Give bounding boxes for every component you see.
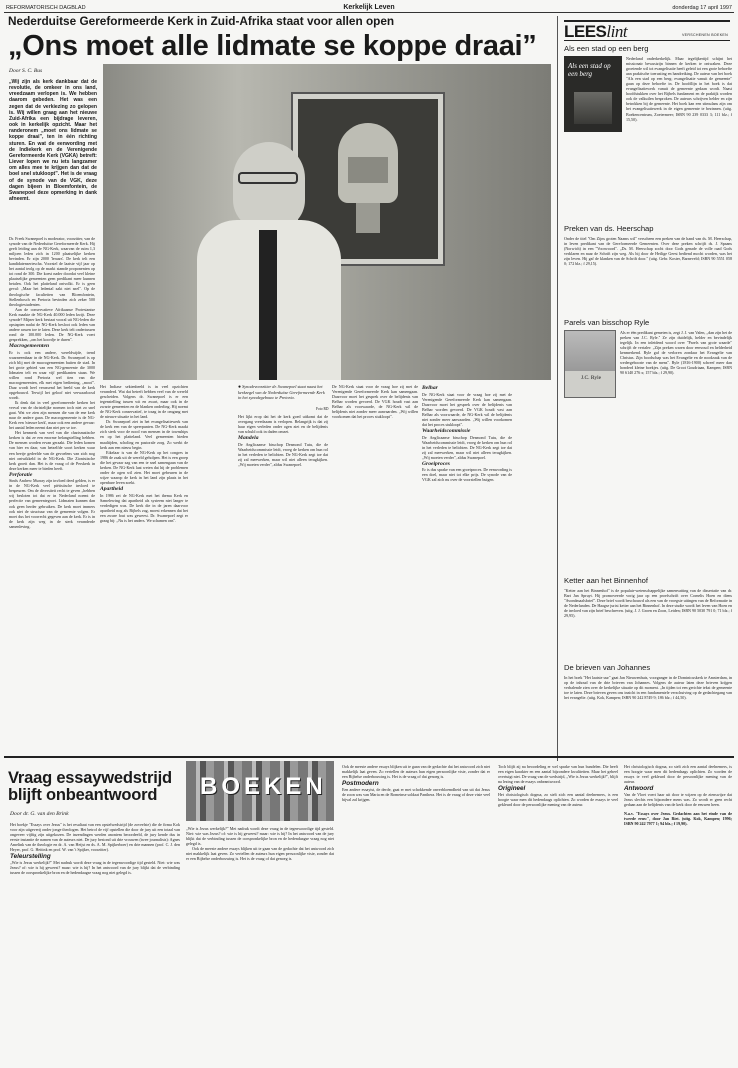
boeken-logo-text: BOEKEN xyxy=(200,773,327,800)
review-text: Onder de titel "Om Zijns groten Naams wil" verscheen een preken van de hand van ds. M. Heerschap, in leven predikant van de Gereformeerde Gemeenten. Over deze preken schrijft ds. J. Spaans (Norwich) in een "Voorwoord". „Ds. M. Heerschap zocht door Gods genade de volle raad Gods verklaren en naar de Schrift zijn weg. Als hij door de Heilige Geest bediend mocht worden, was het zijn leven. Hij gaf de klanken van de Schrift door." (uitg. Gebr. Koster, Barneveld; ISBN 90 5551 058 0; 172 blz.; f 29,15). xyxy=(564,236,732,267)
leeslint-header xyxy=(564,20,730,41)
subheading: Macrogemeenten xyxy=(9,342,50,349)
subheading: Waarheidscommissie xyxy=(422,427,471,434)
bottom-column-2 xyxy=(186,826,334,1048)
paragraph: Het christologisch dogma, zo stelt zich een aantal deelnemers, is een hoogte waar men dit hedendaags oplichten. Zo worden de essays te veel gekleurd door de persoonlijke mening van de auteur. xyxy=(624,764,732,785)
paragraph: Een andere essayist, de derde, gaat er met schokkende onverbloemdheid van uit dat Jezus de zoon was van Maria en de Romeinse soldaat Panthera. Het is de vraag of deze visie veel bijval zal krijgen. xyxy=(342,787,490,803)
review-title: De brieven van Johannes xyxy=(564,663,651,672)
article-column-3 xyxy=(238,414,328,467)
article-column-1 xyxy=(9,236,95,529)
boeken-logo xyxy=(186,761,334,821)
paragraph: Het boekje "Essays over Jezus" is het resultaat van een opstelwedstrijd (de zoveelste) die de firma Kok voor zijn uitgeverij onder jonge theologen. Het betrof de vijf opstellen die door de jury uit een totaal van ongeveer vijftig zijn uitgekozen. De inzendingen werden anoniem beoordeeld, de jury kende dus in eerste instantie de namen van de auteurs niet. De jury bestond uit drie vrouwen (twee journalists): Agnes Amelink van de theologie en dr. A. van Heijst en ds. A. M. Spijkerboer) en drie mannen (prof. C. J. den Heyer, prof. G. Heitink en prof. W. van 't Spijker, voorzitter). xyxy=(10,822,180,853)
review-text-cont xyxy=(564,136,732,214)
subheading: Mandela xyxy=(238,435,259,442)
bottom-headline xyxy=(8,770,178,804)
review-text-wrap xyxy=(626,56,732,134)
newspaper-name: REFORMATORISCH DAGBLAD xyxy=(6,5,86,11)
paragraph: „Wie is Jezus werkelijk?" Met nadruk wordt deze vraag in de tegenwoordige tijd gesteld. Niet: wie was Jezus? of: wie is hij geweest? maar: wie is hij? In het antwoord van de jury blijkt dat de verbinding tussen de oorspronkelijke bron en de hedendaagse vraag nog niet gelegd is. xyxy=(186,826,334,847)
paragraph: Het christologisch dogma, zo stelt zich een aantal deelnemers, is een hoogte waar men dit hedendaags oplichten. Zo worden de essays te veel gekleurd door de persoonlijke mening van de auteur. xyxy=(498,792,618,808)
caption-text: Synodevoorzitter dr. Swanepoel staat naast het kerkzegel van de Nederduitse Gereformeerde Kerk in het synodegebouw te Pretoria. xyxy=(238,384,325,401)
review-text: Nederland onderkerkelijk. Maar tegelijkertijd schijnt het missionair bewustzijn binnen de kerken te ontwaken. Deze groeiende wil tot evangelisatie heeft geleid tot een grote behoefte aan praktische toerusting en handreiking. De auteur van het boek "Als een stad op een berg; evangelisatie vanuit de gemeente" gaan op deze behoefte in. De hoofdlijn in het boek is dat evangelisatiewerk vanuit de gemeente gedaan wordt. Naast hoofdstukken over het Bijbels fundament en de praktijk worden ook de valkuilen besproken. De auteurs schrijven helder en zijn betrokken bij de gemeente. Het boek kan een stimulans zijn om het evangelisatiewerk in de eigen gemeente te bezinnen. (uitg. Boekencentrum, Zoetermeer; ISBN 90 239 0333 3; 111 blz.; f 15,50). xyxy=(626,56,732,122)
photo-caption xyxy=(238,384,328,401)
paragraph: „Wie is Jezus werkelijk?" Met nadruk wordt deze vraag in de tegenwoordige tijd gesteld. Niet: wie was Jezus? of: wie is hij geweest? maar: wie is hij? In het antwoord van de jury blijkt dat de verbinding tussen de oorspronkelijke bron en de hedendaagse vraag nog niet gelegd is. xyxy=(10,860,180,876)
paragraph: In 1986 zei de NG-Kerk met het thema Kerk en Samelewing dat apartheid als systeem niet langer te verdedigen was. De kerk die in de jaren daarvoor apartheid nog als Bijbels zag, moest erkennen dat het een zware fout was geweest. Dr. Swanepoel zegt er graag bij: „Nu is het anders. We schamen ons". xyxy=(100,492,188,523)
article-lead: „Wij zijn als kerk dankbaar dat de revolutie, de omkeer in ons land, vreedzaam verlopen is. We hebben daarom gebeden. Het was een zegen dat de verkiezing zo gelopen is. Wij willen graag aan het nieuwe Zuid-Afrika een bijdrage leveren, ook in kerkelijk opzicht. Maar het randeronem „moet ons lidmate se koppe draai”, ten in één richting sturen. En wat de eenwording met de Indiekerk en de Verenigende Gereformeerde Kerk (VGKA) betreft: Liever lopen we nu iets langzamer om alles mee te krijgen dan dat de boel snel stukloopt”. Het is de vraag of de synode van de VGK, deze dagen bijeen in Bloemfontein, de Swanepoel deze opmerking in dank afneemt. xyxy=(9,79,97,202)
page-header xyxy=(4,3,734,13)
paragraph: Van de Vloet voert haar uit door te wijzen op de zienswijze dat Jezus slechts een bijzondere mens was. Zo wordt er geen recht gedaan aan de belijdenis van de kerk door de eeuwen heen. xyxy=(624,792,732,808)
review-text-wrap xyxy=(620,330,732,400)
bullet-icon: ● xyxy=(238,385,242,390)
paragraph: De NG-Kerk staat voor de vraag hoe zij met de Verenigende Gereformeerde Kerk kan samengaan. Daarvoor moet het gesprek over de belijdenis van Belhar worden gevoerd. De VGK houdt vast aan Belhar als voorwaarde, de NG-Kerk wil de belijdenis niet zonder meer aanvaarden. „Wij willen voorkomen dat het proces stukloopt". xyxy=(332,384,418,420)
paragraph: Sinds Andrew Murray zijn invloed deed gelden, is er in de NG-Kerk veel piëtistische invloed te bespeuren. Om de diversiteit recht te geven „hebben wij besloten tot dat er in Nederland noemt de perfectie van gemeentegroei. Lidmaten kunnen dan ook geen herder gebruiken. De kerk moet immers ook niet de structuur van de gemeente volgen. Er moet dus het voorrecht gegeven aan de kerk. Er is in de kerk zijn weg in de sterk veranderde samenleving. xyxy=(9,478,95,529)
article-photo xyxy=(103,64,551,380)
paragraph: Eikelaar is van de NG-Kerk op het congres in 1986 de zaak uit de wereld geholpen. Het is een groep die het gevaar zag van een te snel samengaan van de kerken. De NG-Kerk laat weten dat hij de problemen onder de ogen wil zien. Het moet gebeuren in de wijze waarop de kerk in het land zijn plaats in het openbare leven zoekt. xyxy=(100,449,188,485)
paragraph: De NG-Kerk staat voor de vraag hoe zij met de Verenigende Gereformeerde Kerk kan samengaan. Daarvoor moet het gesprek over de belijdenis van Belhar worden gevoerd. De VGK houdt vast aan Belhar als voorwaarde, de NG-Kerk wil de belijdenis niet zonder meer aanvaarden. „Wij willen voorkomen dat het proces stukloopt". xyxy=(422,391,512,427)
subheading: Groeiproces xyxy=(422,460,450,467)
review-text: "Ketter aan het Binnenhof" is de populair-wetenschappelijke samenvatting van de dissertatie van dr. Bart Jan Spruyt. Hij promoveerde vorig jaar op een proefschrift over Cornelis Hoen en diens "Avondmaalsbrief". Deze brief wordt beschouwd als een van de vroegste uitingen van de Reformatie in de Nederlanden. De Haagse jurist ketter aan het Binnenhof. In deze studie wordt het leven van Hoen en de invloed van zijn brief beschreven. (uitg. J. J. Groen en Zoon, Leiden; ISBN 90 5030 791 0; 71 blz.; f 29,95). xyxy=(564,588,732,619)
review-title: Ketter aan het Binnenhof xyxy=(564,576,649,585)
leeslint-title-a: LEES xyxy=(564,22,607,41)
subheading: Antwoord xyxy=(624,785,654,793)
section-title: Kerkelijk Leven xyxy=(343,4,395,11)
leeslint-title xyxy=(564,22,627,42)
review-text-wrap xyxy=(564,675,732,741)
paragraph: De Anglicaanse bisschop Desmond Tutu, die de Waarheidscommissie leidt, vroeg de kerken om hun rol in het verleden te belichten. De NG-Kerk zegt toe dat zij zal meewerken, maar wil niet alleen terugkijken. „Wij moeten verder", aldus Swanepoel. xyxy=(422,434,512,460)
review-text-wrap xyxy=(564,236,732,306)
paragraph: Dr. Swanepoel ziet in het evangelisatiewerk van de kerk een van de speerpunten. De NG-Kerk maakt zich sterk voor de nood van mensen in de townships en op het platteland. Veel gemeenten bieden maaltijden, scholing en pastorale zorg. Zo werkt de kerk aan een nieuw begin. xyxy=(100,419,188,450)
bottom-column-4 xyxy=(498,764,618,1048)
book-cover-title: J.C. Ryle xyxy=(580,375,602,381)
article-column-5 xyxy=(422,384,512,482)
photo-credit: Foto RD xyxy=(316,407,329,411)
paragraph: Het Indiase sektenbeeld is in veel opzichten veranderd. Wat dat betreft hebben veel van de wereld gescheiden. Volgens dr. Swanepoel is er een tegenstelling tussen wit en zwart, maar ook in de zwarte gemeenten en de blanken onderling. Hij noemt de NG-Kerk conservatief, te traag in de omgang met de nieuwe situatie in het land. xyxy=(100,384,188,420)
paragraph: Het lijkt erop dat het de kerk goed uitkomt dat de overgang vreedzaam is verlopen. Belangrijk is dat zij haar eigen verleden onder ogen ziet en de belijdenis van schuld ook in daden omzet. xyxy=(238,414,328,435)
paragraph: Toch blijft zij na beoordeling er wel sprake van hun bundelen. Die heeft een eigen karakter en een aantal bijzondere kwaliteiten. Maar het geheel overtuigt niet. De vraag van de wedstrijd, „Wie is Jezus werkelijk?", blijft na lezing van de essays onbeantwoord. xyxy=(498,764,618,785)
paragraph: Er is dus sprake van een groeiproces. De eenwording is een doel, maar niet tot elke prijs. De synode van de VGK zal zich nu over de voorstellen buigen. xyxy=(422,467,512,483)
bottom-column-5 xyxy=(624,764,732,1048)
review-title: Parels van bisschop Ryle xyxy=(564,318,650,327)
paragraph: Dr. Freek Swanepoel is moderator, voorzitter, van de synode van de Nederduitse Gereformeerde Kerk. Hij geeft leiding aan de NG-Kerk, waarvan de ruim 1,3 miljoen leden zich in 1200 plaatselijke kerken bevinden. Er zijn 2000 'leraars'. De kerk telt een kandidatenseriescha. Voorstel de laatste vijf jaar op het aantal teolg op de markt stamde proponenten op tot rond de 300. Die koest nader doordat veel kleine plaatselijke gemeenten geen predikant meer kunnen betalen. Ook het platteland ontvolkt. Er is geen geval: „Maar het ledental zakt niet snel". Op de theologische faculteiten van Bloemfontein, Stellenbosch en Pretoria bevinden zich zeker 500 theologiestudenten. xyxy=(9,236,95,307)
book-cover xyxy=(564,56,622,132)
article-column-2 xyxy=(100,384,188,523)
review-text: Als er één predikant gemeten is, zegt J. J. van Valen, „dan zijn het de preken van J.C. Ryle." Ze zijn duidelijk, helder en bevindelijk tegelijk. In een inleidend woord over "Parels van grote waarde" schrijft de vertaler: „Zijn preken waren door eenvoud en helderheid kenmerkend. Ryle gaf de verloren zondaar het Evangelie van Christus. Zijn boodschap was het Evangelie en de noodzaak van de wedergeboorte van de mens". Ryle (1816-1900) schreef meer dan honderd kleine boekjes. (uitg. De Groot Goudriaan, Kampen; ISBN 90 6140 276 x; 157 blz.; f 29,90). xyxy=(620,330,732,376)
section-divider xyxy=(4,756,734,758)
article-headline: „Ons moet alle lidmate se koppe draai” xyxy=(8,30,537,62)
leeslint-tag: VERSCHENEN BOEKEN xyxy=(681,33,728,37)
subheading: Belhar xyxy=(422,385,438,391)
paragraph: Ook de meeste andere essays blijken uit te gaan van de gedachte dat het antwoord zich niet makkelijk laat geven. Zo vertellen de auteurs hun eigen persoonlijke visie, zonder dat er een Bijbelse onderbouwing is. Het is de vraag of dat genoeg is. xyxy=(342,764,490,780)
article-byline: Door S. C. Bus xyxy=(9,68,43,74)
review-title: Als een stad op een berg xyxy=(564,44,649,53)
subheading: Perforatie xyxy=(9,471,33,478)
paragraph: Het kenmerk van veel van die charismatische kerken is dat ze een enorme belangstelling hebben. De mensen worden ervan geraakt. Die leden komen van hier en daar, van hetzelfde soort kerken waar een beetje gedeelde van de gevoelens van zich nog niet ontwikkeld in de NG-Kerk. Die Zionistische kerk groeit dan. Het is de vraag of de Perskerk in deze kerken meer te bieden heeft. xyxy=(9,430,95,471)
bottom-column-3 xyxy=(342,764,490,1048)
book-cover xyxy=(564,330,616,398)
bottom-column-1 xyxy=(10,822,180,1048)
person-figure xyxy=(191,142,341,380)
leeslint-title-b: lint xyxy=(606,22,628,41)
paragraph: Aan de conservatieve Afrikaanse Protestantse Kerk maakte de NG-Kerk 40.000 leden kwijt. Deze synode? Mijner kerk bestaat vooral uit NG-leden die opstapten nadat de NG-Kerk besloot ook leden van andere rassen toe te laten. Deze kerk telt ondertussen rond de 100.000 leden. De NG-Kerk voert gesprekken, „om het koordje te duren". xyxy=(9,306,95,342)
book-cover-title: Als een stad op een berg xyxy=(568,62,611,78)
article-kicker: Nederduitse Gereformeerde Kerk in Zuid-Afrika staat voor allen open xyxy=(8,14,395,28)
column-divider xyxy=(557,16,558,761)
book-source: N.a.v. "Essays over Jezus. Gedachten aan het einde van de tweede eeuw", door Jan Riet. (uitg. Kok, Kampen; 1996; ISBN 90 242 7977 1; 94 blz.; f 19,90). xyxy=(624,811,732,827)
review-text-wrap xyxy=(564,588,732,654)
paragraph: De Anglicaanse bisschop Desmond Tutu, die de Waarheidscommissie leidt, vroeg de kerken om hun rol in het verleden te belichten. De NG-Kerk zegt toe dat zij zal meewerken, maar wil niet alleen terugkijken. „Wij moeten verder", aldus Swanepoel. xyxy=(238,441,328,467)
paragraph: Ik denk dat in veel gereformeerde kerken het verval van de christelijke normen toch niet zo snel gaat. Wat we zien zijn mensen die van de ene kerk naar de andere gaan. De macrogemeente is de NG-Kerk een 'nieuwe kerk', maar ook een andere gevaar: het aantal leden neemt dan niet per se toe. xyxy=(9,400,95,431)
bottom-headline-text: Vraag essaywedstrijd blijft onbeantwoord xyxy=(8,769,172,804)
subheading: Postmodern xyxy=(342,780,379,788)
subheading: Origineel xyxy=(498,785,526,793)
issue-date: donderdag 17 april 1997 xyxy=(672,5,732,11)
paragraph: Ook de meeste andere essays blijken uit te gaan van de gedachte dat het antwoord zich niet makkelijk laat geven. Zo vertellen de auteurs hun eigen persoonlijke visie, zonder dat er een Bijbelse onderbouwing is. Het is de vraag of dat genoeg is. xyxy=(186,846,334,862)
subheading: Apartheid xyxy=(100,485,124,492)
subheading: Teleurstelling xyxy=(10,853,51,861)
bottom-byline: Door dr. G. van den Brink xyxy=(10,811,69,817)
review-title: Preken van ds. Heerschap xyxy=(564,224,654,233)
paragraph: Er is ook een andere, wereldwijde, trend waarneembaar in de NG-Kerk. Dr. Swanepoel is op zich blij met de macrogemeenten buiten de stad. In het grote gebied van een NG-gemeente die 3000 lidmaten telt en waar vijf predikanten staan. We willen rond Pretoria wel tien van die macrogemeenten, elk met eigen bediening, „mooi”. Daar wordt heel verassend het beeld van de kerk opgebouwd. Terwijl het geloof niet verwaarloosd wordt. xyxy=(9,349,95,400)
review-text: In het boek "Het laatste uur" gaat Jan Nieuwenhuis, voorganger in de Dominicuskerk te Amsterdam, in op de inhoud van de drie brieven van Johannes. Volgens de auteur laten deze brieven krijgen verhalende zien over de kerkelijke situatie op dit moment. „In tijden tot een gerichte tekst de gemeente toe te laten. Deze brieven geven ons inzicht in een fundamentele verschuiving op de gedachtegang van het evangelie. (uitg. Kok, Kampen; ISBN 90 242 8749 9; 186 blz.; f 44,50). xyxy=(564,675,732,701)
article-column-4 xyxy=(332,384,418,419)
